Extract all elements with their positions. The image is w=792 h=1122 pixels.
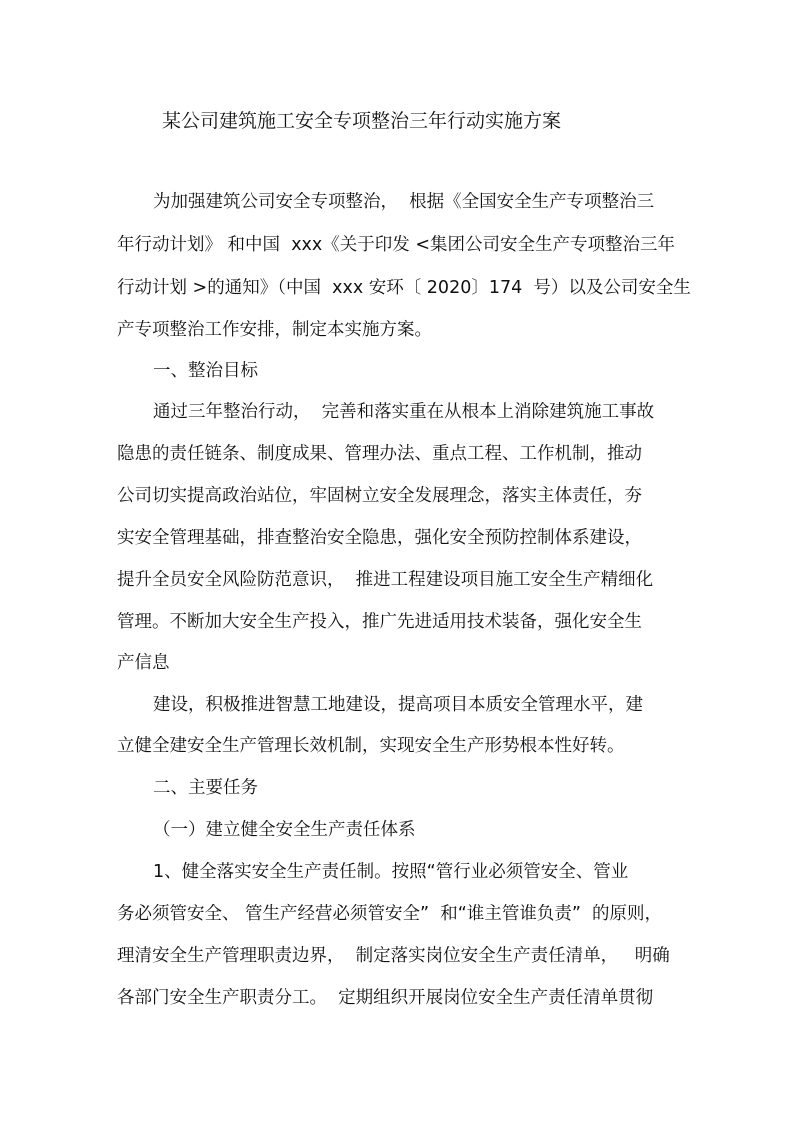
subsection-heading: （一）建立健全安全生产责任体系: [153, 820, 416, 840]
text-line: 立健全建安全生产管理长效机制，实现安全生产形势根本性好转。: [117, 736, 625, 756]
text-line: 管理。不断加大安全生产投入，推广先进适用技术装备，强化安全生: [117, 612, 642, 632]
text-line: 提升全员安全风险防范意识， 推进工程建设项目施工安全生产精细化: [117, 570, 654, 590]
text-line: 实安全管理基础，排查整治安全隐患，强化安全预防控制体系建设，: [117, 528, 642, 548]
text-line: 为加强建筑公司安全专项整治， 根据《全国安全生产专项整治三: [153, 192, 655, 212]
text-line: 1、健全落实安全生产责任制。按照“管行业必须管安全、管业: [153, 862, 629, 882]
text-line: 务必须管安全、 管生产经营必须管安全” 和“谁主管谁负责” 的原则，: [117, 904, 663, 924]
text-line: 年行动计划》 和中国 xxx《关于印发 <集团公司安全生产专项整治三年: [117, 235, 675, 255]
text-line: 理清安全生产管理职责边界， 制定落实岗位安全生产责任清单， 明确: [117, 946, 670, 966]
text-line: 建设，积极推进智慧工地建设，提高项目本质安全管理水平，建: [153, 695, 643, 715]
text-line: 各部门安全生产职责分工。 定期组织开展岗位安全生产责任清单贯彻: [117, 988, 654, 1008]
section-heading: 一、整治目标: [153, 361, 258, 381]
section-heading: 二、主要任务: [153, 778, 258, 798]
text-line: 公司切实提高政治站位，牢固树立安全发展理念，落实主体责任，夯: [117, 486, 642, 506]
text-line: 行动计划 >的通知》（中国 xxx 安环〔 2020〕174 号）以及公司安全生: [117, 278, 691, 298]
document-title: 某公司建筑施工安全专项整治三年行动实施方案: [162, 110, 562, 132]
text-line: 通过三年整治行动， 完善和落实重在从根本上消除建筑施工事故: [153, 402, 655, 422]
text-line: 产信息: [117, 653, 170, 673]
text-line: 产专项整治工作安排，制定本实施方案。: [117, 320, 432, 340]
text-line: 隐患的责任链条、制度成果、管理办法、重点工程、工作机制，推动: [117, 444, 642, 464]
